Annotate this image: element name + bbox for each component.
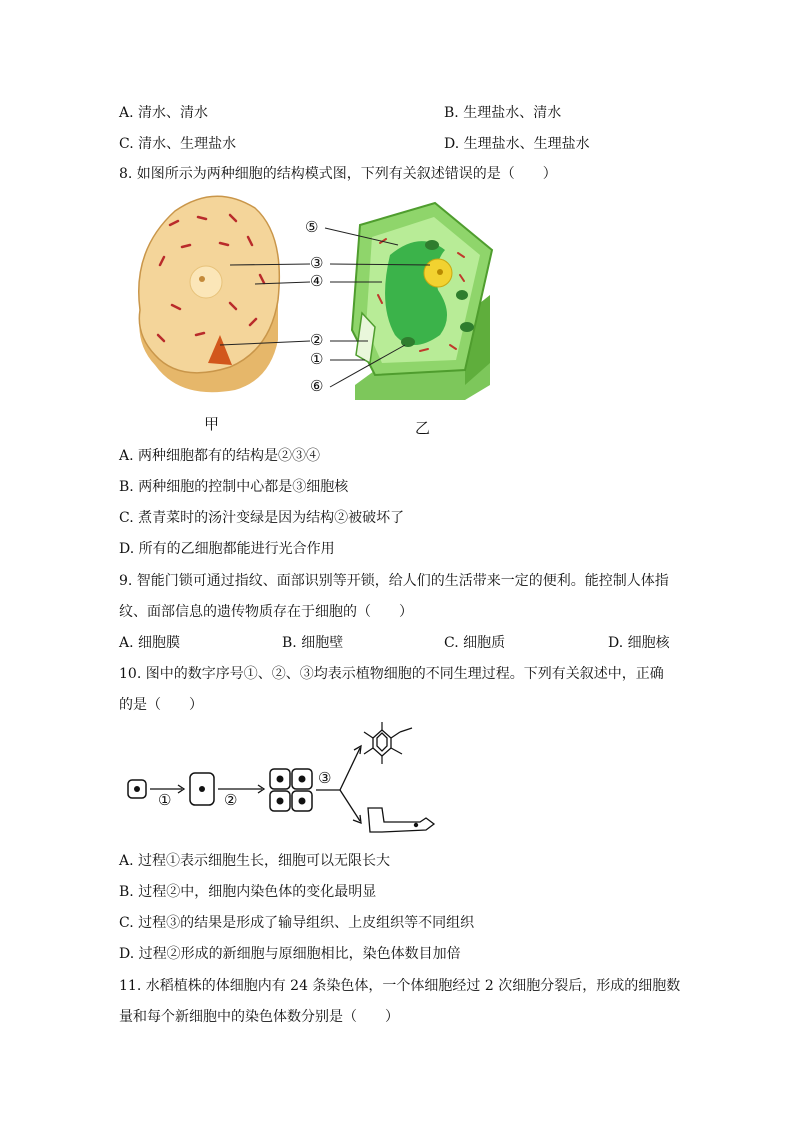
- q9-option-d: D. 细胞核: [608, 635, 670, 651]
- label-5: ⑤: [305, 218, 319, 236]
- option-c-q7: C. 清水、生理盐水: [119, 136, 237, 152]
- label-3: ③: [310, 254, 324, 272]
- question-8-stem: 8. 如图所示为两种细胞的结构模式图，下列有关叙述错误的是（ ）: [119, 166, 557, 182]
- plant-cell: [352, 203, 492, 400]
- q8-option-d: D. 所有的乙细胞都能进行光合作用: [119, 541, 335, 557]
- q8-option-a: A. 两种细胞都有的结构是②③④: [119, 448, 321, 464]
- label-1: ①: [310, 350, 324, 368]
- cell-process-figure: [120, 718, 450, 843]
- step-label-2: ②: [224, 791, 238, 809]
- question-11-stem-line1: 11. 水稻植株的体细胞内有 24 条染色体，一个体细胞经过 2 次细胞分裂后，形成的细胞数: [119, 978, 681, 994]
- animal-cell: [139, 196, 280, 392]
- label-4: ④: [310, 272, 324, 290]
- q10-option-b: B. 过程②中，细胞内染色体的变化最明显: [119, 884, 377, 900]
- label-2: ②: [310, 331, 324, 349]
- step-label-3: ③: [318, 769, 332, 787]
- q10-option-c: C. 过程③的结果是形成了输导组织、上皮组织等不同组织: [119, 915, 475, 931]
- q9-option-b: B. 细胞壁: [282, 635, 344, 651]
- question-11-stem-line2: 量和每个新细胞中的染色体数分别是（ ）: [119, 1009, 399, 1025]
- question-9-stem-line1: 9. 智能门锁可通过指纹、面部识别等开锁，给人们的生活带来一定的便利。能控制人体指: [119, 573, 669, 589]
- option-b-q7: B. 生理盐水、清水: [444, 105, 562, 121]
- question-10-stem-line2: 的是（ ）: [119, 697, 203, 713]
- process-diagram-svg: [120, 718, 450, 843]
- q8-option-b: B. 两种细胞的控制中心都是③细胞核: [119, 479, 349, 495]
- q10-option-d: D. 过程②形成的新细胞与原细胞相比，染色体数目加倍: [119, 946, 461, 962]
- caption-jia: 甲: [204, 415, 220, 433]
- label-6: ⑥: [310, 377, 324, 395]
- question-10-stem-line1: 10. 图中的数字序号①、②、③均表示植物细胞的不同生理过程。下列有关叙述中，正确: [119, 666, 664, 682]
- step-label-1: ①: [158, 791, 172, 809]
- q10-option-a: A. 过程①表示细胞生长，细胞可以无限长大: [119, 853, 391, 869]
- option-d-q7: D. 生理盐水、生理盐水: [444, 136, 590, 152]
- question-9-stem-line2: 纹、面部信息的遗传物质存在于细胞的（ ）: [119, 604, 413, 620]
- caption-yi: 乙: [415, 419, 431, 437]
- q9-option-a: A. 细胞膜: [119, 635, 181, 651]
- option-a-q7: A. 清水、清水: [119, 105, 209, 121]
- cell-structure-figure: [120, 195, 510, 435]
- q9-option-c: C. 细胞质: [444, 635, 506, 651]
- q8-option-c: C. 煮青菜时的汤汁变绿是因为结构②被破坏了: [119, 510, 405, 526]
